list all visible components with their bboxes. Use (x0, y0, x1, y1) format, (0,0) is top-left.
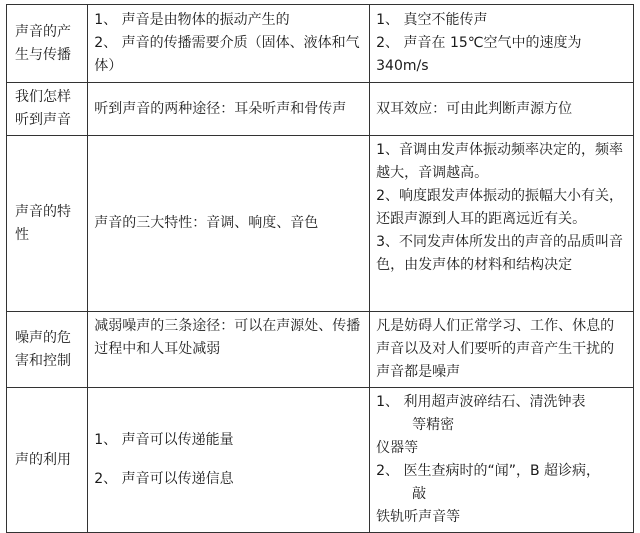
topic-cell: 噪声的危害和控制 (7, 312, 88, 388)
cell-line: 1、 利用超声波碎结石、清洗钟表 (376, 394, 586, 410)
cell-line: 双耳效应：可由此判断声源方位 (376, 100, 573, 117)
cell-line: 2、响度跟发声体振动的振幅大小有关，还跟声源到人耳的距离远近有关。 (376, 188, 624, 227)
knowledge-table-container (6, 4, 634, 533)
cell-line: 仪器等 (376, 440, 419, 456)
line-gap (94, 452, 363, 468)
right-cell (370, 388, 634, 533)
right-cell (370, 136, 634, 312)
cell-line: 声音的三大特性：音调、响度、音色 (94, 215, 319, 231)
cell-line: 凡是妨碍人们正常学习、工作、休息的声音以及对人们要听的声音产生干扰的声音都是噪声 (376, 318, 615, 380)
table-row (7, 136, 634, 312)
cell-line: 1、 声音可以传递能量 (94, 432, 234, 448)
topic-cell: 声的利用 (7, 388, 88, 533)
cell-line: 等精密 (412, 417, 455, 433)
cell-line: 1、音调由发声体振动频率决定的，频率越大，音调越高。 (376, 142, 624, 181)
table-row (7, 312, 634, 388)
cell-line: 1、 声音是由物体的振动产生的 (94, 12, 290, 28)
cell-line: 1、 真空不能传声 (376, 12, 488, 28)
middle-cell (88, 388, 370, 533)
table-row (7, 5, 634, 83)
cell-line: 减弱噪声的三条途径：可以在声源处、传播过程中和人耳处减弱 (94, 318, 361, 357)
middle-cell (88, 5, 370, 83)
right-cell (370, 83, 634, 136)
cell-line: 2、 声音的传播需要介质（固体、液体和气体） (94, 35, 360, 74)
middle-cell (88, 136, 370, 312)
middle-cell (88, 312, 370, 388)
knowledge-table (6, 4, 634, 533)
topic-cell: 声音的特性 (7, 136, 88, 312)
table-row (7, 388, 634, 533)
right-cell (370, 312, 634, 388)
cell-line: 2、 声音可以传递信息 (94, 471, 234, 487)
cell-line: 2、 医生查病时的“闻”，B 超诊病， (376, 463, 601, 479)
table-row (7, 83, 634, 136)
right-cell (370, 5, 634, 83)
topic-cell: 我们怎样听到声音 (7, 83, 88, 136)
cell-line: 敲 (412, 486, 427, 502)
cell-line: 3、不同发声体所发出的声音的品质叫音色，由发声体的材料和结构决定 (376, 234, 624, 273)
middle-cell (88, 83, 370, 136)
cell-line: 铁轨听声音等 (376, 509, 461, 525)
cell-line: 2、 声音在 15℃空气中的速度为340m/s (376, 35, 582, 74)
cell-line: 听到声音的两种途径：耳朵听声和骨传声 (94, 100, 347, 117)
topic-cell: 声音的产生与传播 (7, 5, 88, 83)
